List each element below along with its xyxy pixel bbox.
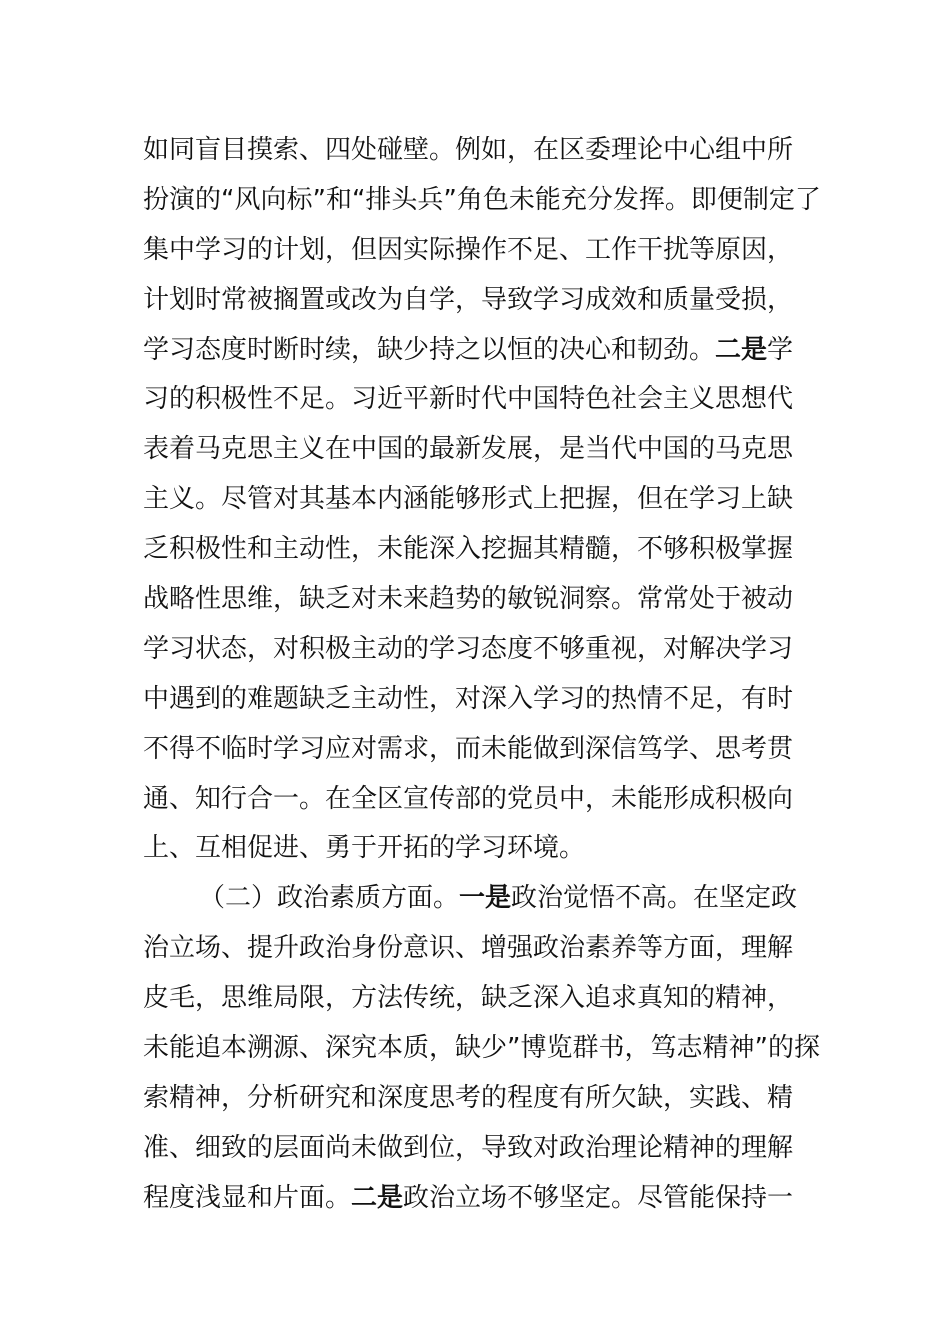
text-line <box>143 974 823 1024</box>
text-segment: 索精神，分析研究和深度思考的程度有所欠缺，实践、精 <box>143 1082 794 1113</box>
text-segment: 学习状态，对积极主动的学习态度不够重视，对解决学习 <box>143 633 794 664</box>
text-line <box>143 874 823 924</box>
text-segment: 习的积极性不足。习近平新时代中国特色社会主义思想代 <box>143 384 794 415</box>
text-line <box>143 425 823 475</box>
text-segment: 乏积极性和主动性，未能深入挖掘其精髓，不够积极掌握 <box>143 534 794 565</box>
text-line <box>143 475 823 525</box>
text-line <box>143 625 823 675</box>
document-body <box>143 126 823 1224</box>
text-line <box>143 924 823 974</box>
text-segment: 集中学习的计划，但因实际操作不足、工作干扰等原因， <box>143 234 794 265</box>
text-line <box>143 525 823 575</box>
text-segment: 政治觉悟不高。在坚定政 <box>511 883 798 914</box>
text-segment: 学 <box>767 334 794 365</box>
text-line <box>143 575 823 625</box>
text-line <box>143 725 823 775</box>
text-segment: 中遇到的难题缺乏主动性，对深入学习的热情不足，有时 <box>143 683 794 714</box>
bold-marker: 二是 <box>351 1182 404 1213</box>
text-line <box>143 1074 823 1124</box>
text-line <box>143 1024 823 1074</box>
text-line <box>143 326 823 376</box>
text-segment: （二）政治素质方面。 <box>199 883 460 914</box>
text-segment: 程度浅显和片面。 <box>143 1182 352 1213</box>
text-segment: 如同盲目摸索、四处碰壁。例如，在区委理论中心组中所 <box>143 135 794 165</box>
text-segment: 表着马克思主义在中国的最新发展，是当代中国的马克思 <box>143 434 794 465</box>
text-segment: 战略性思维，缺乏对未来趋势的敏锐洞察。常常处于被动 <box>143 584 794 615</box>
text-segment: 准、细致的层面尚未做到位，导致对政治理论精神的理解 <box>143 1132 794 1163</box>
text-segment: 上、互相促进、勇于开拓的学习环境。 <box>143 833 586 864</box>
text-line <box>143 1124 823 1174</box>
bold-marker: 一是 <box>459 883 512 914</box>
text-segment: 计划时常被搁置或改为自学，导致学习成效和质量受损， <box>143 284 794 315</box>
bold-marker: 二是 <box>715 334 768 365</box>
text-segment: 不得不临时学习应对需求，而未能做到深信笃学、思考贯 <box>143 733 794 764</box>
text-line <box>143 1174 823 1224</box>
text-segment: 学习态度时断时续，缺少持之以恒的决心和韧劲。 <box>143 334 716 365</box>
text-segment: 通、知行合一。在全区宣传部的党员中，未能形成积极向 <box>143 783 794 814</box>
text-line <box>143 675 823 725</box>
text-line <box>143 375 823 425</box>
text-segment: 主义。尽管对其基本内涵能够形式上把握，但在学习上缺 <box>143 484 794 515</box>
text-segment: 治立场、提升政治身份意识、增强政治素养等方面，理解 <box>143 933 794 964</box>
text-segment: 未能追本溯源、深究本质，缺少”博览群书，笃志精神”的探 <box>143 1033 820 1064</box>
text-segment: 政治立场不够坚定。尽管能保持一 <box>403 1182 794 1213</box>
text-line <box>143 276 823 326</box>
text-segment: 扮演的“风向标”和“排头兵”角色未能充分发挥。即便制定了 <box>143 184 821 215</box>
text-line <box>143 126 823 176</box>
text-segment: 皮毛，思维局限，方法传统，缺乏深入追求真知的精神， <box>143 983 794 1014</box>
text-line <box>143 176 823 226</box>
text-line <box>143 824 823 874</box>
text-line <box>143 775 823 825</box>
text-line <box>143 226 823 276</box>
